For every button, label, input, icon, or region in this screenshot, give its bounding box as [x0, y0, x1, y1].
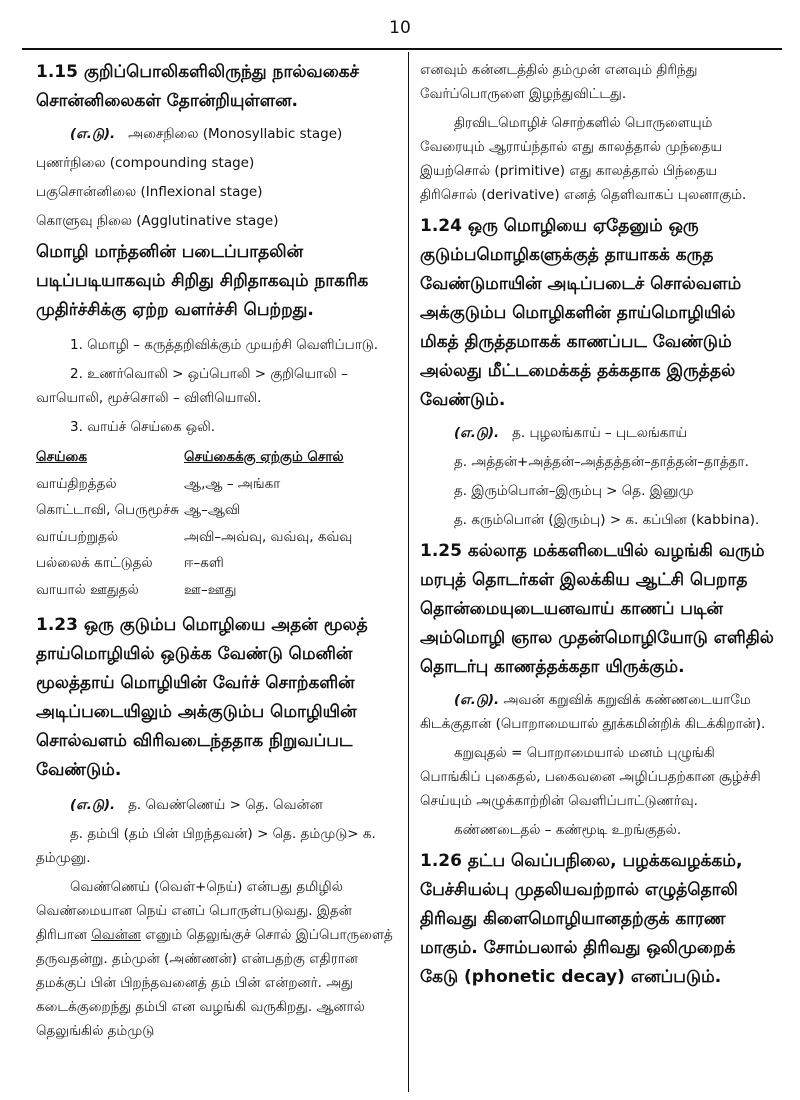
list-item-3: 3. வாய்ச் செய்கை ஒலி.: [70, 419, 216, 435]
growth-heading: மொழி மாந்தனின் படைப்பாதலின் படிப்படியாகவும் சிறிது சிறிதாகவும் நாகரிக முதிர்ச்சிக்கு ஏற்ற வளர்ச்சி பெற்றது.: [36, 242, 369, 320]
table-cell-action: வாயால் ஊதுதல்: [36, 581, 139, 598]
section-1-24-example-4: த. கரும்பொன் (இரும்பு) > க. கப்பின (kabbina).: [454, 512, 760, 528]
table-cell-action: வாய்திறத்தல்: [36, 475, 117, 492]
section-1-24-example-1: (எ.டு). த. புழலங்காய் – புடலங்காய்: [454, 425, 688, 441]
table-cell-action: வாய்பற்றுதல்: [36, 528, 119, 545]
section-1-24-heading: 1.24 ஒரு மொழியை ஏதேனும் ஒரு குடும்பமொழிகளுக்குத் தாயாகக் கருத வேண்டுமாயின் அடிப்படைச் சொல்வளம் அக்குடும்ப மொழிகளின் தாய்மொழியில் மிகத் திருத்தமாகக் காணப்பட வேண்டும் அல்லது மீட்டமைக்கத் தக்கதாக இருத்தல் வேண்டும்.: [420, 216, 742, 410]
section-1-24-example-3: த. இரும்பொன்–இரும்பு > தெ. இனுமு: [454, 483, 694, 499]
stage-2: புணர்நிலை (compounding stage): [36, 155, 255, 171]
table-header-word: செய்கைக்கு ஏற்கும் சொல்: [184, 449, 344, 465]
stage-3: பகுசொன்னிலை (Inflexional stage): [36, 184, 263, 200]
action-word-table: [36, 444, 398, 603]
right-column: [420, 58, 776, 992]
table-cell-action: கொட்டாவி, பெருமூச்சு: [36, 502, 179, 518]
karuvuthal-paragraph: கறுவுதல் = பொறாமையால் மனம் புழுங்கி பொங்கிப் புகைதல், பகைவனை அழிப்பதற்கான சூழ்ச்சி செய்யும் அழுக்காற்றின் வெளிப்பாட்டுணர்வு.: [420, 745, 761, 809]
table-row: [36, 577, 398, 604]
column-divider: [408, 52, 409, 1092]
example-label: (எ.டு).: [454, 692, 500, 708]
underlined-word: வென்ன: [91, 927, 141, 943]
table-row: [36, 524, 398, 551]
table-cell-action: பல்லைக் காட்டுதல்: [36, 555, 153, 571]
table-cell-word: ஊ–ஊது: [184, 581, 237, 598]
table-row: [36, 471, 398, 498]
section-1-15-heading: 1.15 குறிப்பொலிகளிலிருந்து நால்வகைச் சொன்னிலைகள் தோன்றியுள்ளன.: [36, 62, 360, 111]
section-1-25-example: (எ.டு). அவன் கறுவிக் கறுவிக் கண்ணடையாமே கிடக்குதான் (பொறாமையால் தூக்கமின்றிக் கிடக்கிறான்).: [420, 692, 766, 732]
section-1-23-example-1: (எ.டு). த. வெண்ணெய் > தெ. வென்ன: [70, 797, 323, 813]
section-1-23-heading: 1.23 ஒரு குடும்ப மொழியை அதன் மூலத் தாய்மொழியில் ஒடுக்க வேண்டு மெனின் மூலத்தாய் மொழியின் வேர்ச் சொற்களின் அடிப்படையிலும் அக்குடும்ப மொழியின் சொல்வளம் விரிவடைந்ததாக நிறுவப்பட வேண்டும்.: [36, 615, 368, 780]
page-number: 10: [389, 18, 411, 38]
table-header-action: செய்கை: [36, 449, 87, 465]
section-1-23-example-2: த. தம்பி (தம் பின் பிறந்தவன்) > தெ. தம்முடு> க. தம்முனு.: [36, 826, 376, 866]
table-cell-word: ஆ,ஆ – அங்கா: [184, 475, 281, 492]
table-header-row: [36, 444, 398, 471]
kannadaithal-paragraph: கண்ணடைதல் – கண்மூடி உறங்குதல்.: [454, 822, 682, 838]
header-rule: [22, 48, 782, 50]
dravidian-paragraph: திரவிடமொழிச் சொற்களில் பொருளையும் வேரையும் ஆராய்ந்தால் எது காலத்தால் முந்தைய இயற்சொல் (primitive) எது காலத்தால் பிந்தைய திரிசொல் (derivative) எனத் தெளிவாகப் புலனாகும்.: [420, 115, 747, 203]
example-label: (எ.டு).: [70, 797, 116, 813]
example-label: (எ.டு).: [454, 425, 500, 441]
section-1-24-example-2: த. அத்தன்+அத்தன்–அத்தத்தன்–தாத்தன்–தாத்தா.: [454, 454, 749, 470]
vennai-paragraph: வெண்ணெய் (வெள்+நெய்) என்பது தமிழில் வெண்மையான நெய் எனப் பொருள்படுவது. இதன் திரிபான வென்ன எனும் தெலுங்குச் சொல் இப்பொருளைத் தருவதன்று. தம்முன் (அண்ணன்) என்பதற்கு எதிரான தமக்குப் பின் பிறந்தவனைத் தம் பின் என்றனர். அது கடைக்குறைந்து தம்பி என வழங்கி வருகிறது. ஆனால் தெலுங்கில் தம்முடு: [36, 879, 393, 1039]
section-1-25-heading: 1.25 கல்லாத மக்களிடையில் வழங்கி வரும் மரபுத் தொடர்கள் இலக்கிய ஆட்சி பெறாத தொன்மையுடையனவாய் காணப் படின் அம்மொழி ஞால முதன்மொழியோடு எளிதில் தொடர்பு காணத்தக்கதா யிருக்கும்.: [420, 541, 774, 677]
table-cell-word: ஈ–களி: [184, 555, 224, 571]
section-1-26-heading: 1.26 தட்ப வெப்பநிலை, பழக்கவழக்கம், பேச்சியல்பு முதலியவற்றால் எழுத்தொலி திரிவது கிளைமொழியானதற்குக் காரண மாகும். சோம்பலால் திரிவது ஒலிமுறைக் கேடு (phonetic decay) எனப்படும்.: [420, 851, 743, 987]
table-cell-word: அவி–அவ்வு, வவ்வு, கவ்வு: [184, 528, 353, 545]
example-label: (எ.டு).: [70, 126, 116, 142]
left-column: [36, 58, 398, 1048]
list-item-2: 2. உணர்வொலி > ஒப்பொலி > குறியொலி – வாயொலி, மூச்சொலி – விளியொலி.: [36, 366, 348, 406]
table-row: [36, 497, 398, 524]
stage-4: கொளுவு நிலை (Agglutinative stage): [36, 213, 279, 229]
list-item-1: 1. மொழி – கருத்தறிவிக்கும் முயற்சி வெளிப்பாடு.: [70, 337, 379, 353]
continued-paragraph: எனவும் கன்னடத்தில் தம்முன் எனவும் திரிந்து வேர்ப்பொருளை இழந்துவிட்டது.: [420, 62, 698, 102]
stage-example-1: (எ.டு). அசைநிலை (Monosyllabic stage): [70, 126, 343, 142]
table-cell-word: ஆ–ஆவி: [184, 502, 241, 518]
table-row: [36, 550, 398, 577]
